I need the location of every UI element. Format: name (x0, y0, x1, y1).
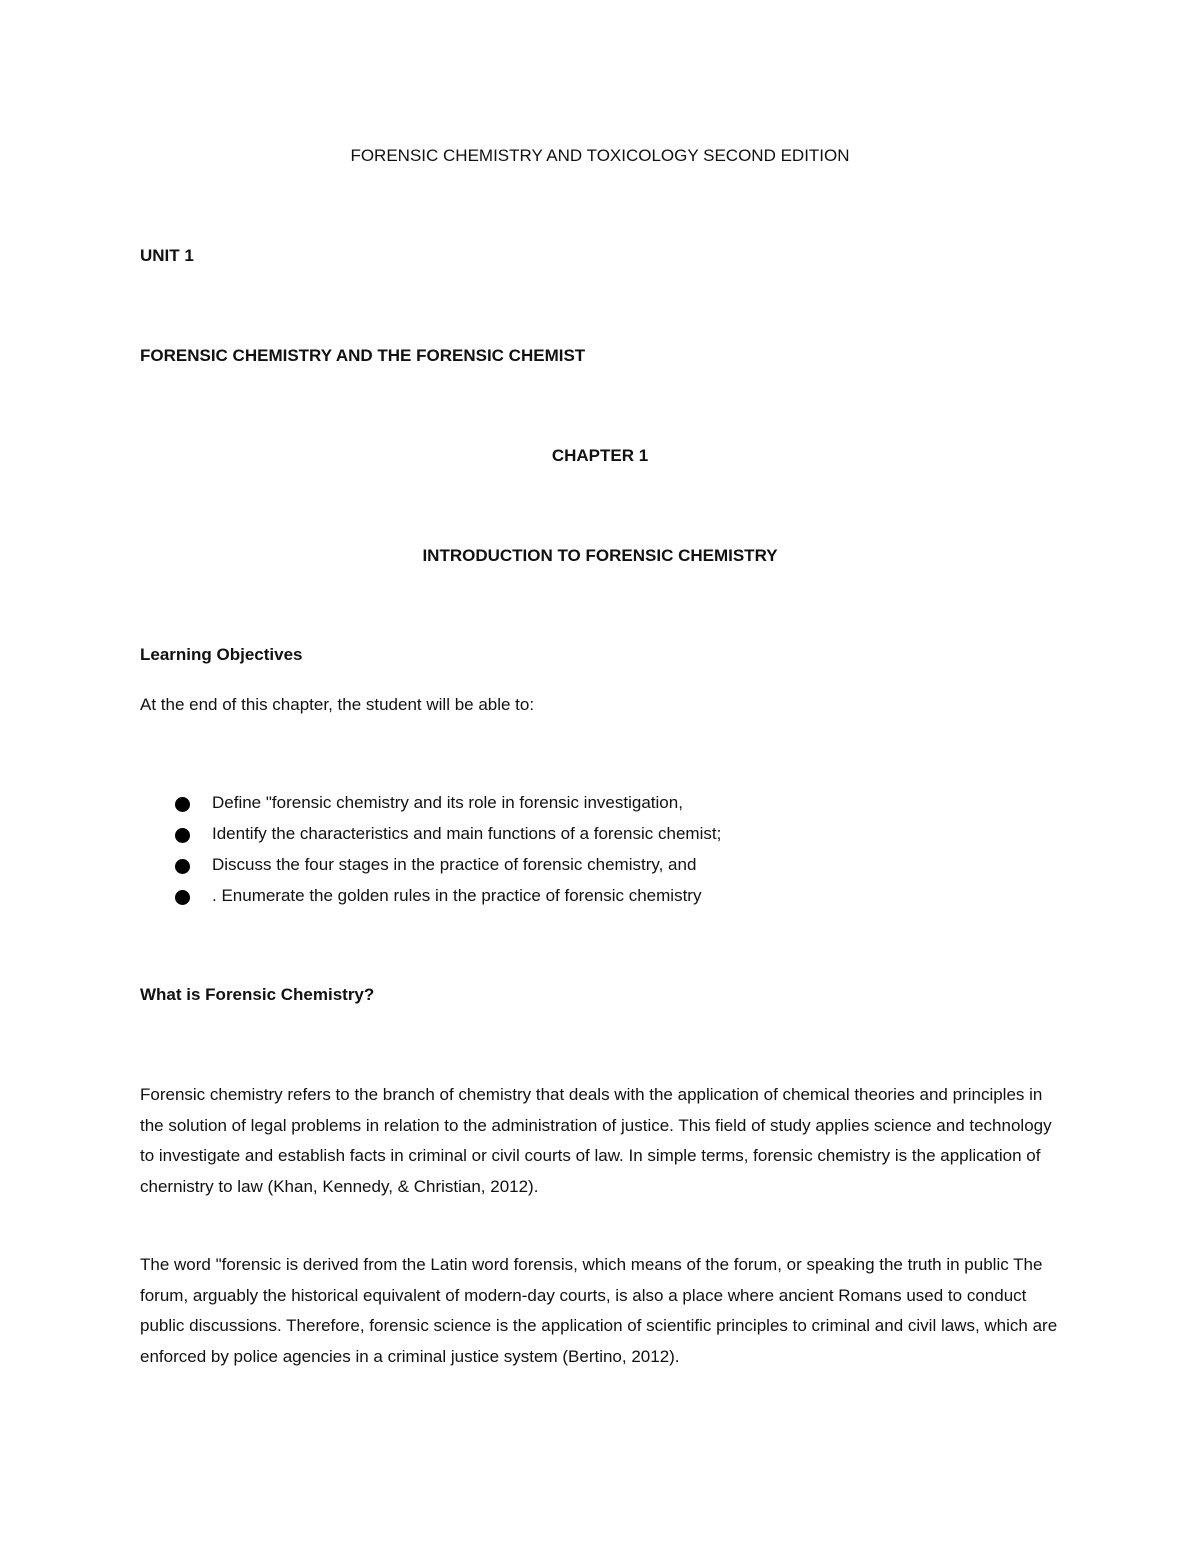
bullet-icon (175, 890, 190, 905)
list-item (175, 885, 721, 916)
learning-objectives-heading: Learning Objectives (140, 645, 303, 664)
objective-text: Discuss the four stages in the practice of forensic chemistry, and (212, 855, 697, 874)
book-title: FORENSIC CHEMISTRY AND TOXICOLOGY SECOND EDITION (350, 146, 850, 165)
objective-text: . Enumerate the golden rules in the practice of forensic chemistry (212, 886, 702, 905)
unit-title: FORENSIC CHEMISTRY AND THE FORENSIC CHEMIST (140, 346, 586, 365)
bullet-icon (175, 828, 190, 843)
section-heading: What is Forensic Chemistry? (140, 985, 375, 1004)
bullet-icon (175, 859, 190, 874)
list-item (175, 823, 721, 854)
objectives-list (175, 792, 721, 916)
chapter-label: CHAPTER 1 (551, 446, 649, 465)
objective-text: Define "forensic chemistry and its role in forensic investigation, (212, 793, 683, 812)
paragraph-etymology: The word "forensic is derived from the Latin word forensis, which means of the forum, or speaking the truth in public The forum, arguably the historical equivalent of modern-day courts, is also a place where ancient Romans used to conduct public discussions. Therefore, forensic science is the application of scientific principles to criminal and civil laws, which are enforced by police agencies in a criminal justice system (Bertino, 2012). (140, 1255, 1058, 1366)
list-item (175, 854, 721, 885)
bullet-icon (175, 797, 190, 812)
paragraph-definition: Forensic chemistry refers to the branch of chemistry that deals with the application of chemical theories and principles in the solution of legal problems in relation to the administration of justice. This field of study applies science and technology to investigate and establish facts in criminal or civil courts of law. In simple terms, forensic chemistry is the application of chernistry to law (Khan, Kennedy, & Christian, 2012). (140, 1085, 1052, 1196)
list-item (175, 792, 721, 823)
objective-text: Identify the characteristics and main functions of a forensic chemist; (212, 824, 722, 843)
objectives-intro: At the end of this chapter, the student will be able to: (140, 695, 535, 714)
chapter-title: INTRODUCTION TO FORENSIC CHEMISTRY (422, 546, 778, 565)
unit-label: UNIT 1 (140, 246, 194, 265)
